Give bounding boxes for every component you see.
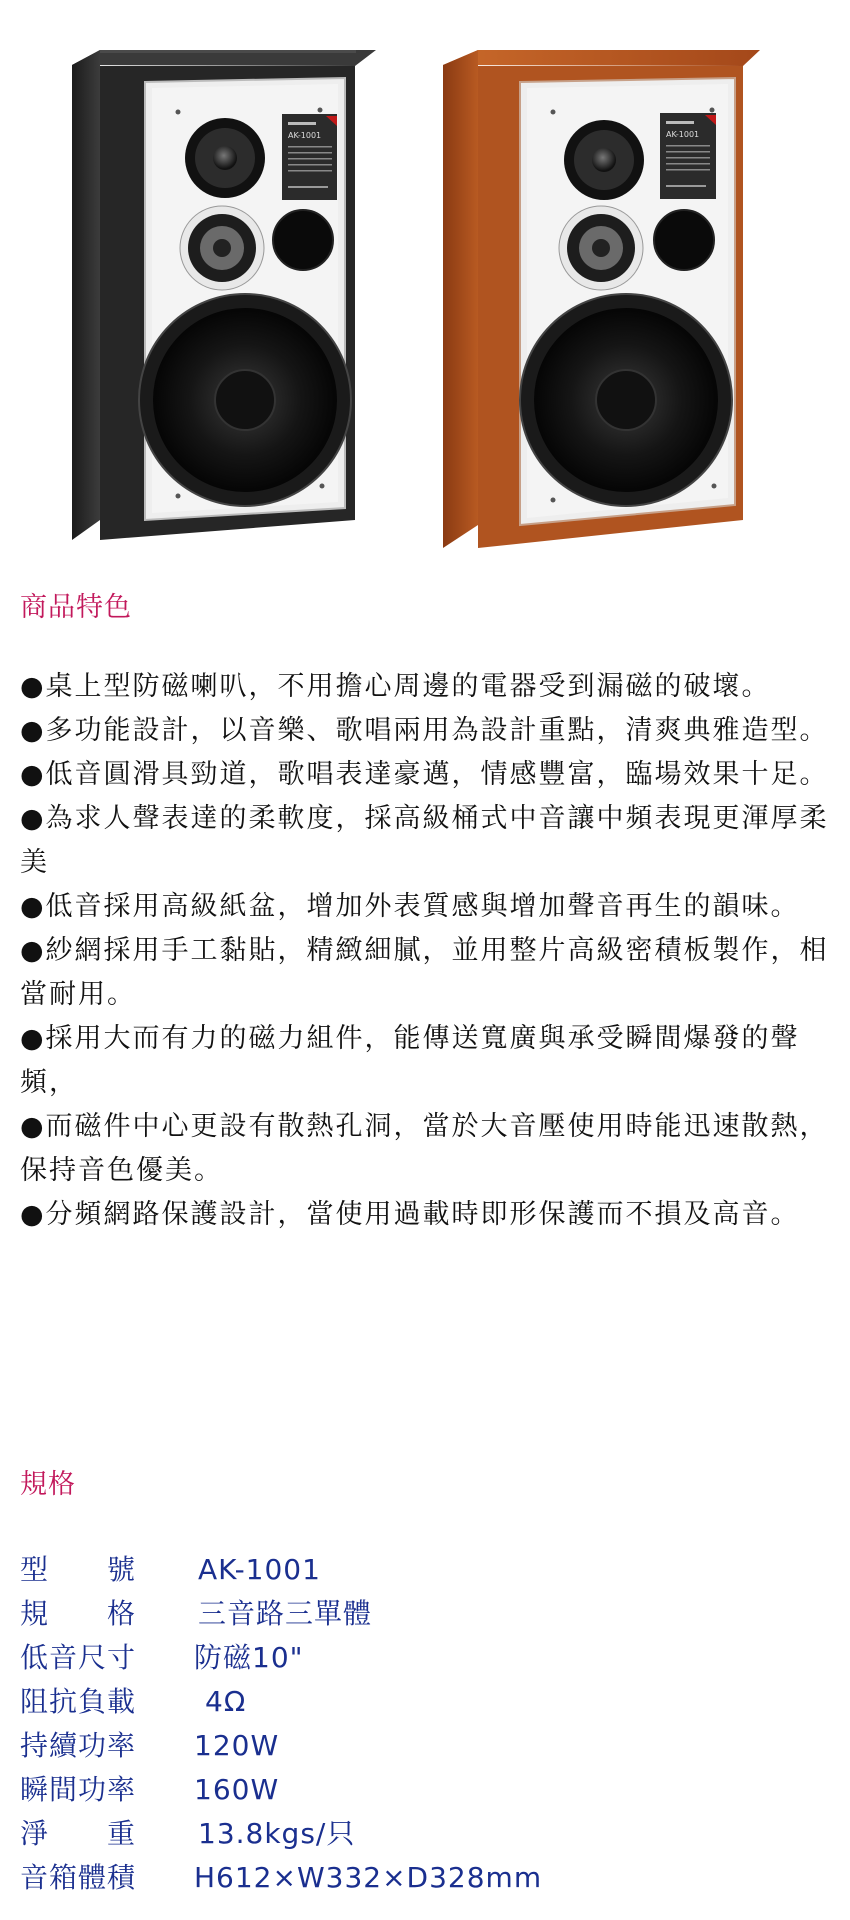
- spec-row: [20, 1548, 835, 1592]
- badge-model-right: AK-1001: [666, 130, 700, 139]
- speaker-wood: [443, 50, 760, 548]
- spec-value: 4Ω: [205, 1685, 247, 1718]
- spec-value: 120W: [194, 1729, 280, 1762]
- spec-label: 低音尺寸: [20, 1641, 137, 1674]
- feature-item: ●採用大而有力的磁力組件，能傳送寬廣與承受瞬間爆發的聲頻，: [20, 1023, 800, 1098]
- speaker-black: [72, 50, 376, 540]
- spec-label: 音箱體積: [20, 1861, 137, 1894]
- spec-label: 阻抗負載: [20, 1685, 137, 1718]
- spec-row: [20, 1724, 835, 1768]
- features-title: 商品特色: [20, 592, 132, 623]
- spec-row: [20, 1680, 835, 1724]
- spec-value: AK-1001: [198, 1553, 321, 1586]
- feature-item: ●低音圓滑具勁道，歌唱表達豪邁，情感豐富，臨場效果十足。: [20, 759, 829, 790]
- spec-label: 瞬間功率: [20, 1773, 137, 1806]
- feature-item: ●多功能設計，以音樂、歌唱兩用為設計重點，清爽典雅造型。: [20, 715, 829, 746]
- feature-item: ●而磁件中心更設有散熱孔洞，當於大音壓使用時能迅速散熱，保持音色優美。: [20, 1111, 829, 1186]
- feature-item: ●桌上型防磁喇叭，不用擔心周邊的電器受到漏磁的破壞。: [20, 671, 771, 702]
- spec-label: 淨 重: [20, 1817, 137, 1850]
- badge-model-left: AK-1001: [288, 131, 322, 140]
- spec-value: 160W: [194, 1773, 280, 1806]
- specs-table: [20, 1548, 835, 1900]
- feature-item: ●為求人聲表達的柔軟度，採高級桶式中音讓中頻表現更渾厚柔美: [20, 803, 829, 878]
- product-image: [0, 0, 850, 560]
- spec-row: [20, 1592, 835, 1636]
- spec-value: 三音路三單體: [198, 1597, 373, 1630]
- spec-row: [20, 1636, 835, 1680]
- spec-value: 13.8kgs/只: [198, 1817, 356, 1850]
- features-list: [20, 665, 835, 1237]
- spec-label: 持續功率: [20, 1729, 137, 1762]
- spec-row: [20, 1768, 835, 1812]
- feature-item: ●低音採用高級紙盆，增加外表質感與增加聲音再生的韻味。: [20, 891, 800, 922]
- spec-row: [20, 1812, 835, 1856]
- spec-label: 型 號: [20, 1553, 137, 1586]
- specs-title: 規格: [20, 1469, 76, 1500]
- spec-label: 規 格: [20, 1597, 137, 1630]
- spec-value: H612×W332×D328mm: [194, 1861, 543, 1894]
- feature-item: ●紗網採用手工黏貼，精緻細膩，並用整片高級密積板製作，相當耐用。: [20, 935, 829, 1010]
- spec-row: [20, 1856, 835, 1900]
- feature-item: ●分頻網路保護設計，當使用過載時即形保護而不損及高音。: [20, 1199, 800, 1230]
- spec-value: 防磁10": [194, 1641, 304, 1674]
